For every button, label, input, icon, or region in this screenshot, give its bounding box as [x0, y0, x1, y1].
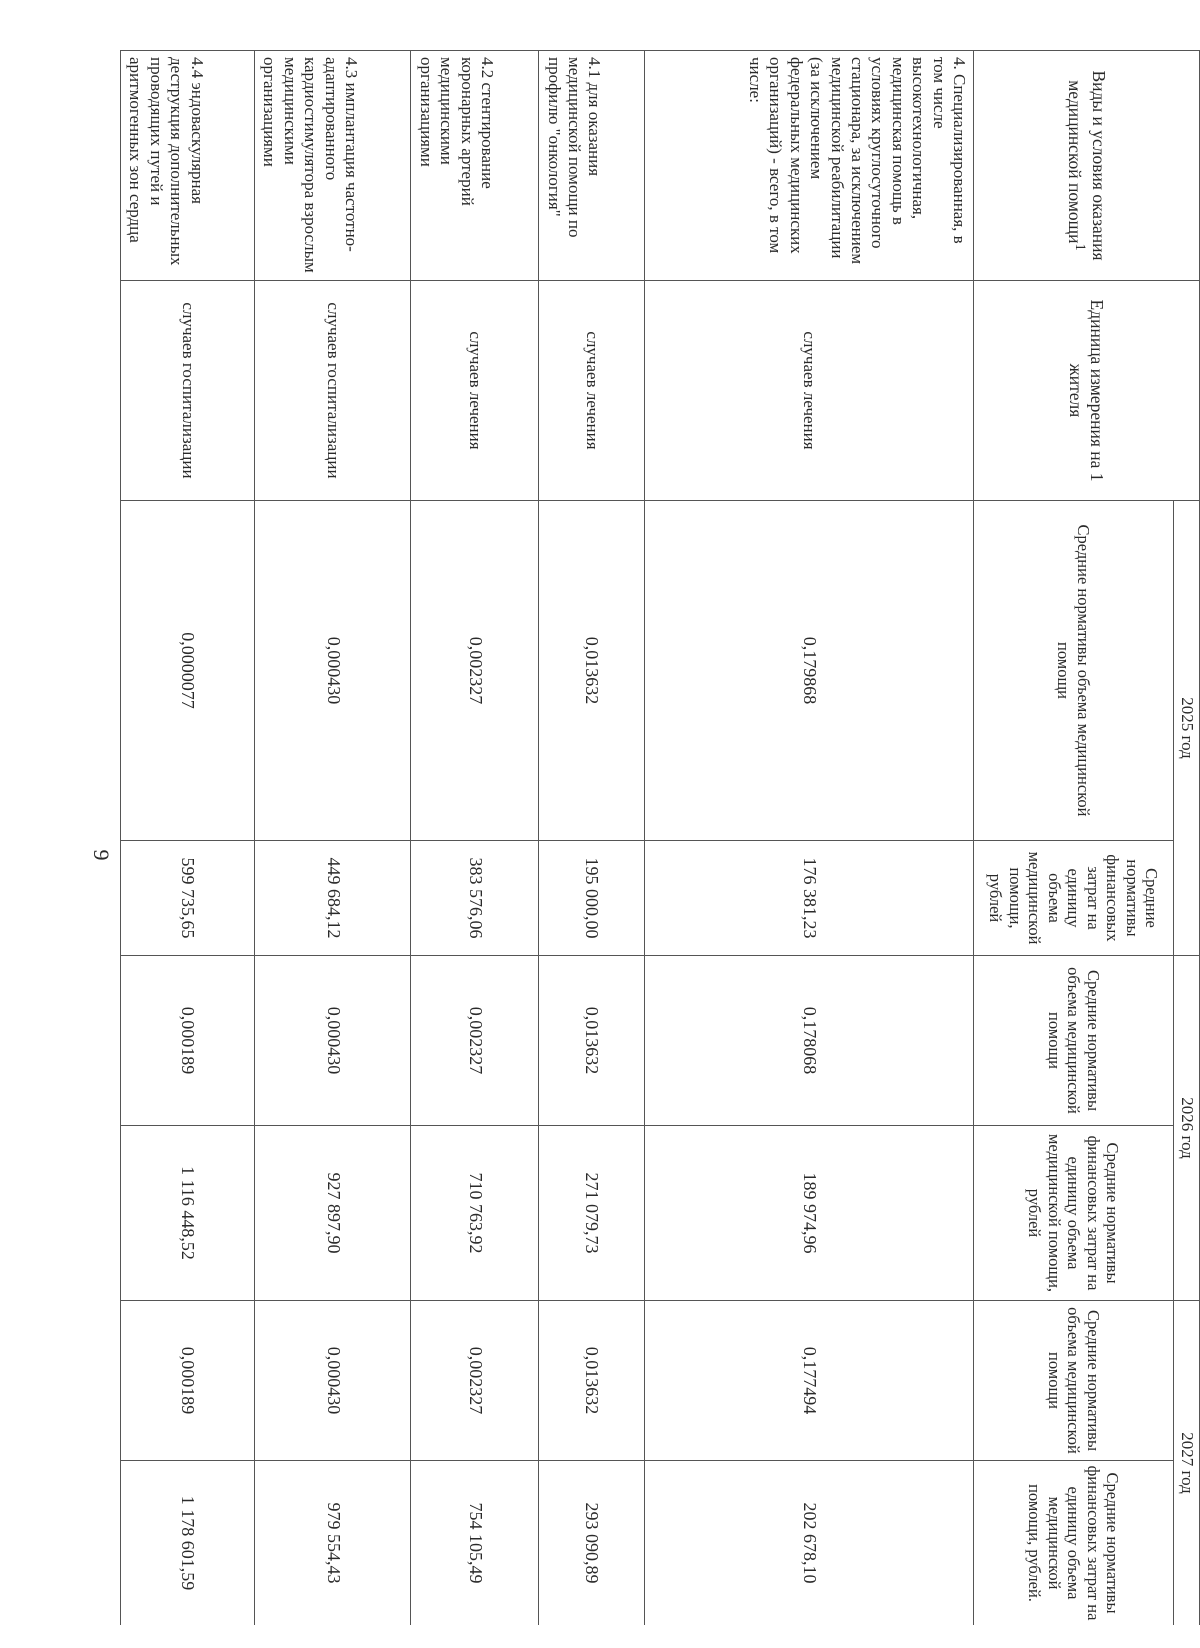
- table-row: [255, 51, 411, 1626]
- medical-norms-table: [120, 50, 1200, 1625]
- row-unit: случаев лечения: [411, 281, 539, 501]
- row-cost-2026: 710 763,92: [411, 1126, 539, 1301]
- row-name: 4.3 имплантация частотно-адаптированного кардиостимулятора взрослым медицинскими организациями: [255, 51, 411, 281]
- row-name: 4.4 эндоваскулярная деструкция дополнительных проводящих путей и аритмогенных зон сердца: [121, 51, 255, 281]
- row-volume-2025: 0,000430: [255, 501, 411, 841]
- row-cost-2026: 271 079,73: [539, 1126, 645, 1301]
- row-cost-2026: 1 116 448,52: [121, 1126, 255, 1301]
- row-volume-2027: 0,002327: [411, 1301, 539, 1461]
- table-row: [411, 51, 539, 1626]
- row-cost-2027: 979 554,43: [255, 1461, 411, 1626]
- header-year-2025: 2025 год: [1174, 501, 1200, 956]
- header-year-2026: 2026 год: [1174, 956, 1200, 1301]
- row-cost-2027: 754 105,49: [411, 1461, 539, 1626]
- row-volume-2026: 0,000189: [121, 956, 255, 1126]
- header-cost-2027: Средние нормативы финансовых затрат на единицу объема медицинской помощи, рублей.: [974, 1461, 1174, 1626]
- header-volume-2025: Средние нормативы объема медицинской помощи: [974, 501, 1174, 841]
- header-kind: [974, 51, 1200, 281]
- row-volume-2025: 0,002327: [411, 501, 539, 841]
- row-cost-2025: 383 576,06: [411, 841, 539, 956]
- row-volume-2025: 0,179868: [644, 501, 973, 841]
- row-volume-2027: 0,177494: [644, 1301, 973, 1461]
- header-volume-2027: Средние нормативы объема медицинской помощи: [974, 1301, 1174, 1461]
- table-rotator: [120, 50, 1200, 1625]
- row-unit: случаев госпитализации: [255, 281, 411, 501]
- header-kind-text: Виды и условия оказания медицинской помощи: [1065, 70, 1109, 261]
- row-volume-2026: 0,013632: [539, 956, 645, 1126]
- row-cost-2027: 202 678,10: [644, 1461, 973, 1626]
- row-volume-2027: 0,000189: [121, 1301, 255, 1461]
- row-cost-2026: 189 974,96: [644, 1126, 973, 1301]
- row-volume-2025: 0,0000077: [121, 501, 255, 841]
- table-row: [644, 51, 973, 1626]
- header-year-2027: 2027 год: [1174, 1301, 1200, 1626]
- row-unit: случаев лечения: [644, 281, 973, 501]
- row-cost-2025: 599 735,65: [121, 841, 255, 956]
- row-name: 4.2 стентирование коронарных артерий медицинскими организациями: [411, 51, 539, 281]
- page-number: 9: [89, 849, 114, 861]
- row-volume-2027: 0,013632: [539, 1301, 645, 1461]
- row-volume-2027: 0,000430: [255, 1301, 411, 1461]
- header-kind-footnote: 1: [1071, 243, 1088, 251]
- row-cost-2027: 1 178 601,59: [121, 1461, 255, 1626]
- row-cost-2025: 195 000,00: [539, 841, 645, 956]
- row-cost-2025: 176 381,23: [644, 841, 973, 956]
- header-cost-2025: Средние нормативы финансовых затрат на единицу объема медицинской помощи, рублей: [974, 841, 1174, 956]
- row-unit: случаев лечения: [539, 281, 645, 501]
- row-name: 4.1 для оказания медицинской помощи по профилю "онкология": [539, 51, 645, 281]
- row-volume-2026: 0,002327: [411, 956, 539, 1126]
- row-cost-2027: 293 090,89: [539, 1461, 645, 1626]
- table-row: [121, 51, 255, 1626]
- table-row: [539, 51, 645, 1626]
- row-unit: случаев госпитализации: [121, 281, 255, 501]
- table-container: [120, 50, 1200, 1625]
- header-volume-2026: Средние нормативы объема медицинской помощи: [974, 956, 1174, 1126]
- row-cost-2025: 449 684,12: [255, 841, 411, 956]
- row-volume-2025: 0,013632: [539, 501, 645, 841]
- row-volume-2026: 0,178068: [644, 956, 973, 1126]
- header-cost-2026: Средние нормативы финансовых затрат на единицу объема медицинской помощи, рублей: [974, 1126, 1174, 1301]
- header-unit: Единица измерения на 1 жителя: [974, 281, 1200, 501]
- row-name: 4. Специализированная, в том числе высокотехнологичная, медицинская помощь в условиях круглосуточного стационара, за исключением медицинской реабилитации (за исключением федеральных медицинских организаций) - всего, в том числе:: [644, 51, 973, 281]
- row-volume-2026: 0,000430: [255, 956, 411, 1126]
- row-cost-2026: 927 897,90: [255, 1126, 411, 1301]
